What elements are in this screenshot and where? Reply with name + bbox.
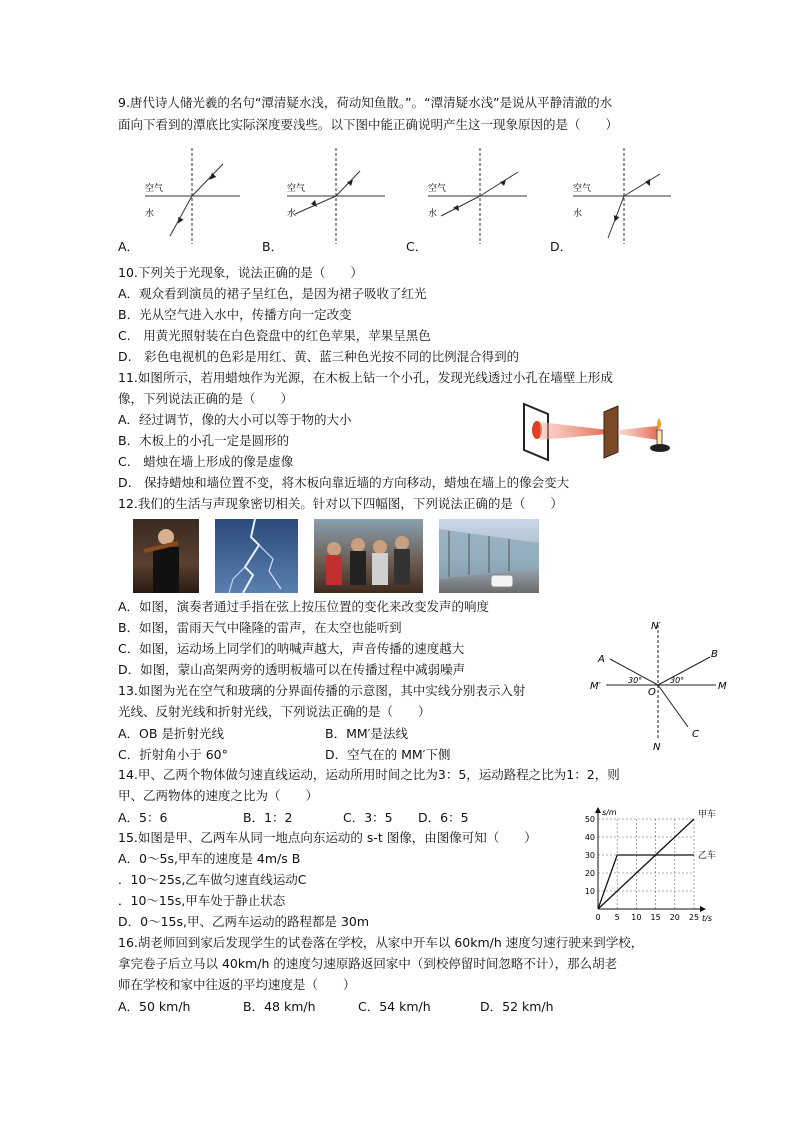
q16-option-d: D．52 km/h	[480, 999, 554, 1014]
q9-option-b: B．	[262, 239, 284, 254]
q10-option-a: A．观众看到演员的裙子呈红色，是因为裙子吸收了红光	[118, 286, 427, 301]
q9-line1: 9.唐代诗人储光羲的名句“潭清疑水浅，荷动知鱼散。”。“潭清疑水浅”是说从平静清澈的水	[118, 95, 613, 110]
q9c-water-label: 水	[428, 209, 438, 219]
y-tick-label: 30	[584, 851, 595, 860]
q9d-water-label: 水	[573, 209, 583, 219]
q9-diagram-c	[428, 148, 527, 244]
q12-option-c: C．如图，运动场上同学们的呐喊声越大，声音传播的速度越大	[118, 641, 465, 656]
q11-option-c: C. 蜡烛在墙上形成的像是虚像	[118, 454, 294, 469]
x-tick-label: 5	[614, 913, 620, 922]
q15-option-a: A．0～5s,甲车的速度是 4m/s B	[118, 851, 301, 866]
q10-option-d: D. 彩色电视机的色彩是用红、黄、蓝三种色光按不同的比例混合得到的	[118, 349, 520, 364]
q14-line1: 14.甲、乙两个物体做匀速直线运动，运动所用时间之比为3：5，运动路程之比为1：2，则	[118, 767, 620, 782]
q9-refraction-diagrams	[115, 144, 675, 248]
x-axis-label: t/s	[702, 914, 712, 923]
q9-option-a: A．	[118, 239, 140, 254]
y-tick-label: 10	[584, 887, 595, 896]
q12-stem: 12.我们的生活与声现象密切相关。针对以下四幅图，下列说法正确的是（ ）	[118, 496, 563, 511]
q9-line2: 面向下看到的潭底比实际深度要浅些。以下图中能正确说明产生这一现象原因的是（ ）	[118, 117, 619, 132]
pinhole-camera-illustration	[520, 400, 676, 464]
q10-option-b: B．光从空气进入水中，传播方向一定改变	[118, 307, 352, 322]
series-line-0	[598, 819, 694, 909]
q13-option-c: C．折射角小于 60°	[118, 747, 228, 762]
q9b-air-label: 空气	[287, 184, 306, 194]
q15-stem: 15.如图是甲、乙两车从同一地点向东运动的 s-t 图像，由图像可知（ ）	[118, 830, 537, 845]
violinist-photo	[133, 519, 199, 593]
series-label-1: 乙车	[698, 851, 717, 861]
x-tick-label: 20	[669, 913, 680, 922]
q9-option-d: D．	[550, 239, 573, 254]
label-b: B	[711, 649, 718, 660]
q9c-air-label: 空气	[428, 184, 447, 194]
q13-line1: 13.如图为光在空气和玻璃的分界面传播的示意图，其中实线分别表示入射	[118, 683, 526, 698]
label-a: A	[598, 654, 605, 665]
q16-line1: 16.胡老师回到家后发现学生的试卷落在学校，从家中开车以 60km/h 速度匀速行驶来到学校，	[118, 935, 644, 950]
x-tick-label: 25	[688, 913, 700, 922]
q9-diagram-a	[145, 148, 240, 244]
q14-option-b: B．1：2	[243, 810, 293, 825]
sound-barrier-photo	[439, 519, 539, 593]
x-tick-label: 10	[631, 913, 642, 922]
y-tick-label: 40	[584, 833, 595, 842]
q10-stem: 10.下列关于光现象，说法正确的是（ ）	[118, 265, 363, 280]
q9-option-c: C．	[406, 239, 428, 254]
q12-option-a: A．如图，演奏者通过手指在弦上按压位置的变化来改变发声的响度	[118, 599, 490, 614]
q14-option-d: D．6：5	[418, 810, 469, 825]
label-n-top: N′	[651, 621, 661, 632]
q14-option-c: C．3：5	[343, 810, 393, 825]
q9b-water-label: 水	[287, 209, 297, 219]
tug-of-war-photo	[314, 519, 423, 593]
q15-option-b: ．10～25s,乙车做匀速直线运动C	[118, 872, 307, 887]
label-c: C	[692, 729, 699, 740]
q13-line2: 光线、反射光线和折射光线，下列说法正确的是（ ）	[118, 704, 431, 719]
x-axis-arrow	[700, 906, 706, 912]
q11-line2: 像，下列说法正确的是（ ）	[118, 391, 294, 406]
q13-option-d: D．空气在的 MM′下侧	[325, 747, 451, 762]
angle-left-label: 30°	[628, 676, 643, 685]
s-t-graph	[580, 805, 724, 923]
label-m-left: M′	[590, 681, 601, 692]
x-tick-label: 0	[595, 913, 601, 922]
label-o: O	[648, 687, 656, 698]
q16-line3: 师在学校和家中往返的平均速度是（ ）	[118, 977, 356, 992]
q12-option-b: B．如图，雷雨天气中隆隆的雷声，在太空也能听到	[118, 620, 402, 635]
y-axis-arrow	[595, 807, 601, 813]
q9a-water-label: 水	[145, 209, 155, 219]
q10-option-c: C. 用黄光照射装在白色瓷盘中的红色苹果，苹果呈黑色	[118, 328, 431, 343]
q16-option-a: A．50 km/h	[118, 999, 191, 1014]
q9-diagram-d	[573, 148, 671, 244]
x-tick-label: 15	[650, 913, 661, 922]
light-interface-diagram	[586, 615, 736, 755]
y-tick-label: 50	[584, 815, 595, 824]
y-tick-label: 20	[584, 869, 595, 878]
lightning-photo	[215, 519, 298, 593]
angle-right-label: 30°	[670, 676, 685, 685]
q11-line1: 11.如图所示，若用蜡烛作为光源，在木板上钻一个小孔，发现光线透过小孔在墙壁上形成	[118, 370, 613, 385]
q16-option-c: C．54 km/h	[358, 999, 431, 1014]
q11-option-a: A．经过调节，像的大小可以等于物的大小	[118, 412, 352, 427]
q11-option-d: D. 保持蜡烛和墙位置不变，将木板向靠近墙的方向移动，蜡烛在墙上的像会变大	[118, 475, 570, 490]
series-label-0: 甲车	[698, 810, 717, 820]
q12-option-d: D．如图，蒙山高架两旁的透明板墙可以在传播过程中减弱噪声	[118, 662, 466, 677]
q13-option-a: A．OB 是折射光线	[118, 726, 224, 741]
q14-option-a: A．5：6	[118, 810, 168, 825]
q16-option-b: B．48 km/h	[243, 999, 316, 1014]
q11-option-b: B．木板上的小孔一定是圆形的	[118, 433, 290, 448]
q9-diagram-b	[287, 148, 385, 244]
label-m-right: M	[718, 681, 727, 692]
q9d-air-label: 空气	[573, 184, 592, 194]
q15-option-c: ．10～15s,甲车处于静止状态	[118, 893, 286, 908]
q13-option-b: B．MM′是法线	[325, 726, 408, 741]
q9a-air-label: 空气	[145, 184, 164, 194]
q15-option-d: D．0～15s,甲、乙两车运动的路程都是 30m	[118, 914, 370, 929]
q16-line2: 拿完卷子后立马以 40km/h 的速度匀速原路返回家中（到校停留时间忽略不计），那么胡老	[118, 956, 618, 971]
label-n-bottom: N	[653, 742, 661, 753]
y-axis-label: s/m	[602, 808, 617, 817]
q14-line2: 甲、乙两物体的速度之比为（ ）	[118, 788, 319, 803]
series-line-1	[598, 855, 694, 909]
